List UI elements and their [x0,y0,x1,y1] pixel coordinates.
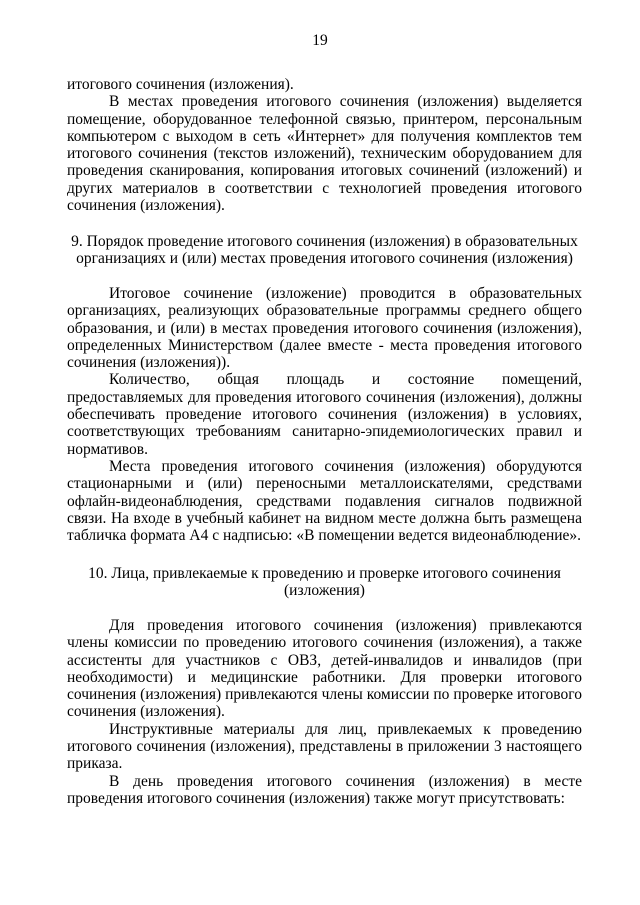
section-9-heading-line2: организациях и (или) местах проведения итогового сочинения (изложения) [76,250,573,268]
section-10-body [67,617,582,807]
paragraph-instructions: Инструктивные материалы для лиц, привлекаемых к проведению итогового сочинения (изложения), представлены в приложении 3 настоящего приказа. [67,720,582,773]
paragraph-locations: Итоговое сочинение (изложение) проводится в образовательных организациях, реализующих образовательные программы среднего общего образования, и (или) в местах проведения итогового сочинения (изложения), определенных Министерством (далее вместе - места проведения итогового сочинения (изложения)). [67,285,582,372]
page-number: 19 [312,32,328,49]
section-10-heading-line2: (изложения) [284,582,365,600]
section-9-body [67,285,582,544]
intro-block [67,76,582,214]
paragraph-rooms: Количество, общая площадь и состояние помещений, предоставляемых для проведения итогового сочинения (изложения), должны обеспечивать проведение итогового сочинения (изложения) в условиях, соответствующих требованиям санитарно-эпидемиологических правил и нормативов. [67,371,582,458]
paragraph-equipment: Места проведения итогового сочинения (изложения) оборудуются стационарными и (или) переносными металлоискателями, средствами офлайн-видеонаблюдения, средствами подавления сигналов подвижной связи. На входе в учебный кабинет на видном месте должна быть размещена табличка формата А4 с надписью: «В помещении ведется видеонаблюдение». [67,457,582,545]
section-10-heading-line1: 10. Лица, привлекаемые к проведению и проверке итогового сочинения [88,565,561,582]
paragraph-commission: Для проведения итогового сочинения (изложения) привлекаются члены комиссии по проведению итогового сочинения (изложения), а также ассистенты для участников с ОВЗ, детей-инвалидов и инвалидов (при необходимости) и медицинские работники. Для проверки итогового сочинения (изложения) привлекаются члены комиссии по проверке итогового сочинения (изложения). [67,617,582,721]
paragraph-premises: В местах проведения итогового сочинения (изложения) выделяется помещение, оборудованное телефонной связью, принтером, персональным компьютером с выходом в сеть «Интернет» для получения комплектов тем итогового сочинения (текстов изложений), техническим оборудованием для проведения сканирования, копирования итоговых сочинений (изложений) и других материалов в соответствии с технологией проведения итогового сочинения (изложения). [67,93,582,215]
continuation-line: итогового сочинения (изложения). [67,76,294,93]
paragraph-attendees: В день проведения итогового сочинения (изложения) в месте проведения итогового сочинения (изложения) также могут присутствовать: [67,772,582,807]
section-9-heading [67,233,582,268]
section-9-heading-line1: 9. Порядок проведение итогового сочинения (изложения) в образовательных [71,233,578,250]
section-10-heading [67,565,582,600]
